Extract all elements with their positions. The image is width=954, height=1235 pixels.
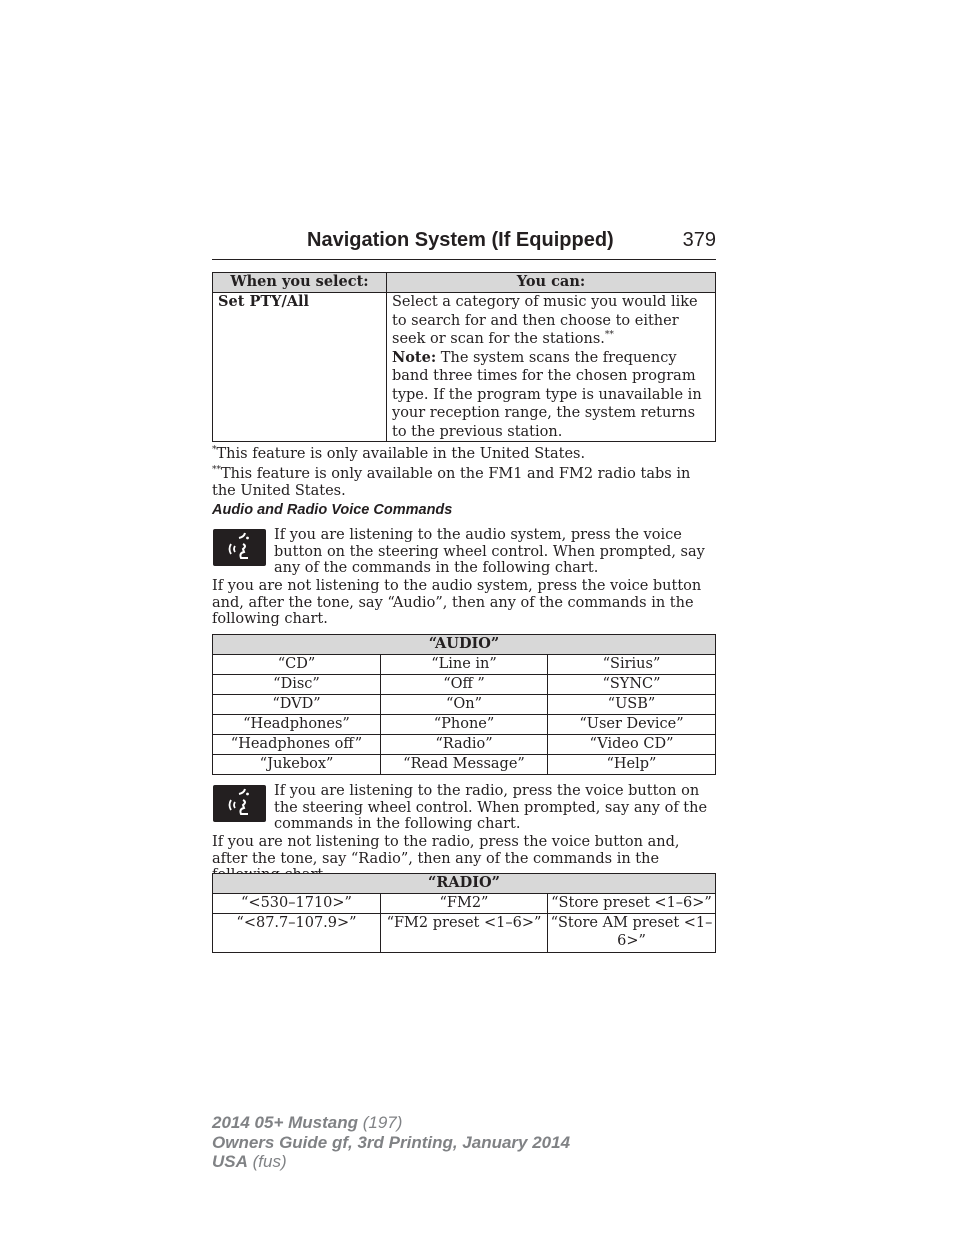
command-cell: “Jukebox”	[213, 754, 381, 774]
command-cell: “Off ”	[381, 674, 548, 694]
page-title: Navigation System (If Equipped)	[307, 229, 614, 251]
command-cell: “Headphones off”	[213, 734, 381, 754]
radio-commands-table	[212, 873, 716, 953]
command-cell: “Read Message”	[381, 754, 548, 774]
radio-table-title: “RADIO”	[213, 874, 716, 894]
footer-market-code: (fus)	[247, 1152, 287, 1171]
footer-code: (197)	[358, 1113, 403, 1132]
audio-instruction-text: If you are not listening to the audio system, press the voice button and, after the tone, say “Audio”, then any of the commands in the following chart.	[212, 578, 702, 627]
command-cell: “FM2 preset <1–6>”	[381, 913, 548, 952]
table-row	[213, 893, 716, 913]
description-text: Select a category of music you would like to search for and then choose to either seek or scan for the stations.	[392, 294, 698, 347]
footer-line-1	[212, 1113, 570, 1133]
note-text: The system scans the frequency band three times for the chosen program type. If the program type is unavailable in your reception range, the system returns to the previous station.	[392, 349, 702, 440]
audio-commands-table	[212, 634, 716, 775]
footer-line-3	[212, 1152, 570, 1172]
command-cell: “Store AM preset <1–6>”	[548, 913, 716, 952]
command-cell: “Line in”	[381, 654, 548, 674]
column-header-action: You can:	[387, 273, 716, 293]
voice-command-icon	[213, 785, 266, 822]
radio-intro-text: If you are listening to the radio, press the voice button on the steering wheel control. When prompted, say any of the commands in the following chart.	[274, 783, 708, 832]
command-cell: “Store preset <1–6>”	[548, 893, 716, 913]
command-cell: “Headphones”	[213, 714, 381, 734]
page-header	[212, 229, 716, 260]
command-cell: “On”	[381, 694, 548, 714]
footer-line-2: Owners Guide gf, 3rd Printing, January 2014	[212, 1132, 571, 1152]
command-cell: “FM2”	[381, 893, 548, 913]
column-header-select: When you select:	[213, 273, 387, 293]
page-footer	[212, 1113, 570, 1172]
audio-intro-text: If you are listening to the audio system, press the voice button on the steering wheel control. When prompted, say any of the commands in the following chart.	[274, 527, 705, 576]
footer-market: USA	[212, 1152, 248, 1171]
selection-cell: Set PTY/All	[213, 293, 387, 442]
section-title: Audio and Radio Voice Commands	[212, 502, 453, 518]
page-number: 379	[682, 229, 716, 251]
command-cell: “<530–1710>”	[213, 893, 381, 913]
table-row	[213, 754, 716, 774]
table-row	[213, 293, 716, 442]
command-cell: “Video CD”	[548, 734, 716, 754]
command-cell: “Phone”	[381, 714, 548, 734]
note-label: Note:	[392, 348, 437, 366]
command-cell: “Radio”	[381, 734, 548, 754]
command-cell: “Help”	[548, 754, 716, 774]
footnote-mark: **	[212, 465, 221, 475]
command-cell: “CD”	[213, 654, 381, 674]
radio-instruction-text: If you are not listening to the radio, press the voice button and, after the tone, say “Radio”, then any of the commands in the	[212, 834, 680, 867]
pty-table	[212, 272, 716, 442]
footnote-text: This feature is only available on the FM1 and FM2 radio tabs in the United States.	[212, 466, 691, 499]
audio-table-title: “AUDIO”	[213, 635, 716, 655]
footnote-mark: *	[212, 445, 217, 455]
command-cell: “User Device”	[548, 714, 716, 734]
table-row	[213, 674, 716, 694]
command-cell: “<87.7–107.9>”	[213, 913, 381, 952]
table-row	[213, 734, 716, 754]
command-cell: “Disc”	[213, 674, 381, 694]
footer-model: 2014 05+ Mustang	[212, 1113, 358, 1132]
footnote-mark: **	[604, 330, 614, 340]
table-row	[213, 714, 716, 734]
footnote-1	[212, 446, 716, 463]
table-row	[213, 694, 716, 714]
command-cell: “DVD”	[213, 694, 381, 714]
table-row	[213, 913, 716, 952]
command-cell: “Sirius”	[548, 654, 716, 674]
command-cell: “USB”	[548, 694, 716, 714]
voice-command-icon	[213, 529, 266, 566]
footnote-text: This feature is only available in the United States.	[216, 446, 586, 462]
command-cell: “SYNC”	[548, 674, 716, 694]
footnote-2	[212, 466, 716, 500]
description-cell	[387, 293, 716, 442]
table-row	[213, 654, 716, 674]
table-header-row	[213, 273, 716, 293]
